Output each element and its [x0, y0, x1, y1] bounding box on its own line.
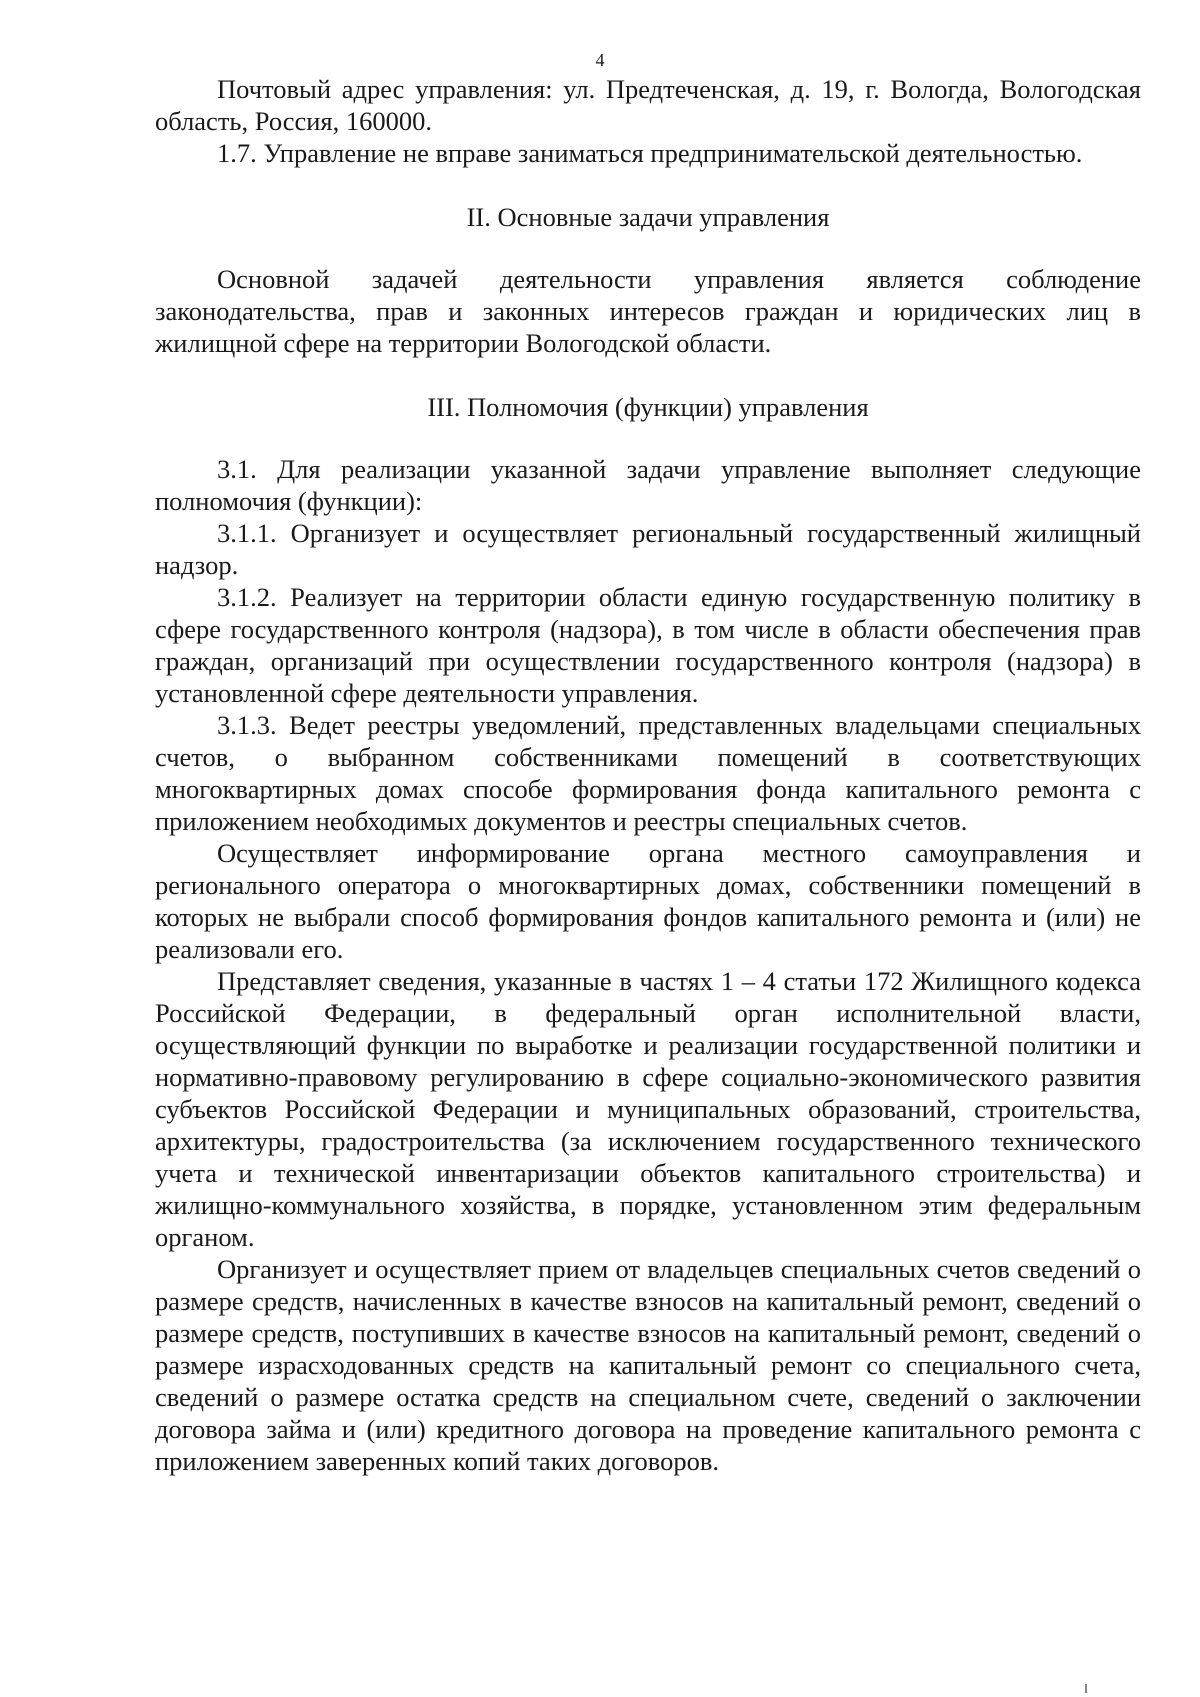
- postal-address-paragraph: Почтовый адрес управления: ул. Предтеченская, д. 19, г. Вологда, Вологодская область, Россия, 160000.: [155, 74, 1141, 136]
- document-body: [155, 73, 1141, 1477]
- main-task-paragraph: Основной задачей деятельности управления является соблюдение законодательства, прав и законных интересов граждан и юридических лиц в жилищной сфере на территории Вологодской области.: [155, 264, 1141, 358]
- page-number: 4: [595, 50, 605, 70]
- clause-1-7: 1.7. Управление не вправе заниматься предпринимательской деятельностью.: [217, 138, 1083, 168]
- section-heading-iii: III. Полномочия (функции) управления: [427, 392, 869, 422]
- clause-3-1-2: 3.1.2. Реализует на территории области единую государственную политику в сфере государственного контроля (надзора), в том числе в области обеспечения прав граждан, организаций при осуществлении государственного контроля (надзора) в установленной сфере деятельности управления.: [155, 582, 1141, 708]
- clause-3-1-1: 3.1.1. Организует и осуществляет региональный государственный жилищный надзор.: [155, 518, 1141, 580]
- scan-mark: [1085, 1684, 1087, 1693]
- section-heading-ii: II. Основные задачи управления: [466, 202, 830, 232]
- informing-paragraph: Осуществляет информирование органа местного самоуправления и регионального оператора о многоквартирных домах, собственники помещений в которых не выбрали способ формирования фондов капитального ремонта и (или) не реализовали его.: [155, 838, 1141, 964]
- reporting-paragraph: Представляет сведения, указанные в частях 1 – 4 статьи 172 Жилищного кодекса Российской Федерации, в федеральный орган исполнительной власти, осуществляющий функции по выработке и реализации государственной политики и нормативно-правовому регулированию в сфере социально-экономического развития субъектов Российской Федерации и муниципальных образований, строительства, архитектуры, градостроительства (за исключением государственного технического учета и технической инвентаризации объектов капитального строительства) и жилищно-коммунального хозяйства, в порядке, установленном этим федеральным органом.: [155, 966, 1141, 1252]
- clause-3-1-3: 3.1.3. Ведет реестры уведомлений, представленных владельцами специальных счетов, о выбранном собственниками помещений в соответствующих многоквартирных домах способе формирования фонда капитального ремонта с приложением необходимых документов и реестры специальных счетов.: [155, 710, 1141, 836]
- reception-paragraph: Организует и осуществляет прием от владельцев специальных счетов сведений о размере средств, начисленных в качестве взносов на капитальный ремонт, сведений о размере средств, поступивших в качестве взносов на капитальный ремонт, сведений о размере израсходованных средств на капитальный ремонт со специального счета, сведений о размере остатка средств на специальном счете, сведений о заключении договора займа и (или) кредитного договора на проведение капитального ремонта с приложением заверенных копий таких договоров.: [155, 1254, 1141, 1476]
- clause-3-1: 3.1. Для реализации указанной задачи управление выполняет следующие полномочия (функции):: [155, 454, 1141, 516]
